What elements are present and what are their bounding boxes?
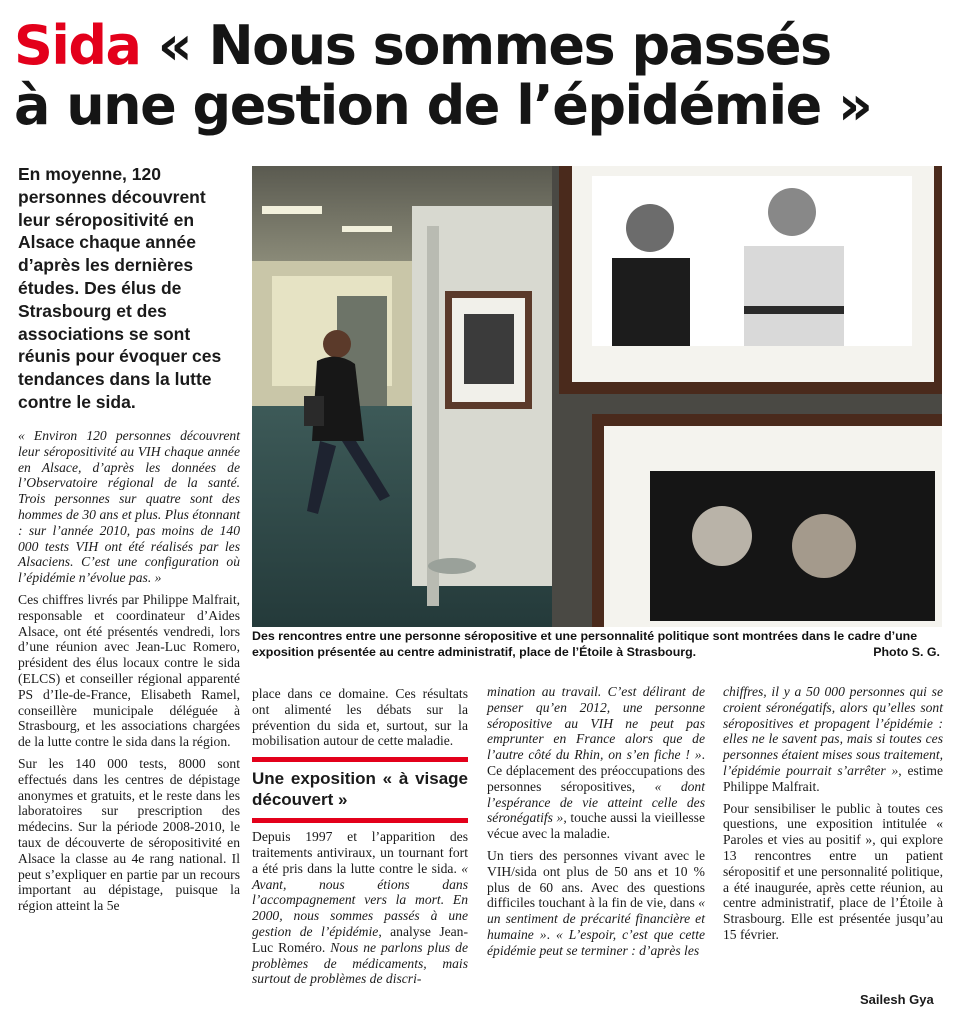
article-column-4: [723, 684, 943, 949]
text-run: , touche aussi la vieillesse vécue avec la maladie.: [487, 810, 705, 842]
quote-run: « dont l’espérance de vie atteint celle des séronégatifs »: [487, 778, 705, 826]
headline-line2: à une gestion de l’épidémie »: [14, 74, 872, 137]
section-subhead: Une exposition « à visage découvert »: [252, 769, 468, 810]
headline: [14, 16, 944, 136]
author-signature: Sailesh Gya: [860, 992, 934, 1007]
section-rule-bottom: [252, 818, 468, 823]
quote-run: « Avant, nous étions dans l’accompagnement vers la mort. En 2000, nous sommes passés à une gestion de l’épidémie: [252, 860, 468, 939]
quote-run: « un sentiment de précarité financière et humaine »: [487, 895, 705, 942]
paragraph: Ces chiffres livrés par Philippe Malfrait, responsable et coordinateur d’Aides Alsace, ont été présentés vendredi, lors d’une réunion avec Jean-Luc Romero, président des élus locaux contre le sida (ELCS) et conseiller régional apparenté PS d’Ile-de-France, Elisabeth Ramel, conseillère municipale déléguée à Strasbourg, et les associations chargées de la lutte contre le sida dans la région.: [18, 591, 240, 750]
text-run: .: [546, 926, 556, 942]
article-column-1: [18, 428, 240, 920]
paragraph: Pour sensibiliser le public à toutes ces questions, une exposition intitulée « Paroles et vies au positif », qui explore 13 rencontres entre un patient séropositif et une personnalité politique, a été inaugurée, après cette réunion, au centre administratif, place de l’Étoile à Strasbourg. Elle est présentée jusqu’au 15 février.: [723, 800, 943, 942]
paragraph: [252, 829, 468, 987]
paragraph: place dans ce domaine. Ces résultats ont alimenté les débats sur la prévention du sida et, surtout, sur la mobilisation autour de cette maladie.: [252, 686, 468, 749]
article-column-3: [487, 684, 705, 965]
headline-line1: « Nous sommes passés: [140, 14, 831, 77]
text-run: Un tiers des personnes vivant avec le VIH/sida ont plus de 50 ans et 10 % plus de 60 ans. Avec des questions difficiles touchant à la fin de vie, dans: [487, 847, 705, 911]
quote-run: « L’espoir, c’est que cette épidémie peut se terminer : d’après les: [487, 926, 706, 958]
quote-paragraph: « Environ 120 personnes découvrent leur séropositivité au VIH chaque année en Alsace, d’après les données de l’Observatoire régional de la santé. Trois personnes sur quatre sont des hommes de 30 ans et plus. Plus étonnant : sur l’année 2010, pas moins de 140 000 tests VIH ont été réalisés par les Alsaciens. C’est une configuration où l’épidémie n’évolue pas. »: [18, 428, 240, 586]
paragraph: Sur les 140 000 tests, 8000 sont effectués dans les centres de dépistage anonymes et gratuits, et le reste dans les laboratoires sur prescription des médecins. Sur la période 2008-2010, le taux de découverte de séropositivité en Alsace la classe au 4e rang national. Il peut s’expliquer en partie par un recours important au dépistage, puisque la région atteint la 5e: [18, 755, 240, 914]
quote-run: chiffres, il y a 50 000 personnes qui se croient séronégatifs, alors qu’elles sont séropositives et propagent l’épidémie : elles ne le savent pas, mais si toutes ces personnes étaient mises sous traitement, l’épidémie pourrait s’arrêter »: [723, 684, 943, 778]
section-rule-top: [252, 757, 468, 762]
article-column-2: [252, 686, 468, 993]
photo-credit: Photo S. G.: [873, 645, 940, 659]
text-run: . Ce déplacement des préoccupations des personnes séropositives,: [487, 747, 705, 794]
caption-text: Des rencontres entre une personne séropositive et une personnalité politique sont montrées dans le cadre d’une exposition présentée au centre administratif, place de l’Étoile à Strasbourg.: [252, 629, 918, 660]
paragraph: [723, 684, 943, 795]
quote-run: mination au travail. C’est délirant de penser qu’en 2012, une personne séropositive au VIH ne peut pas emprunter en France alors que de l’autre côté du Rhin, on s’en fiche ! »: [487, 684, 705, 763]
text-run: , estime Philippe Malfrait.: [723, 762, 943, 794]
paragraph: [487, 684, 705, 842]
text-run: , analyse Jean-Luc Roméro.: [252, 923, 468, 955]
headline-keyword: Sida: [14, 14, 141, 77]
lead-paragraph: En moyenne, 120 personnes découvrent leur séropositivité en Alsace chaque année d’après les dernières études. Des élus de Strasbourg et des associations se sont réunis pour évoquer ces tendances dans la lutte contre le sida.: [18, 164, 222, 412]
quote-run: Nous ne parlons plus de problèmes de médicaments, mais surtout de problèmes de discri-: [252, 939, 468, 987]
paragraph: [487, 848, 705, 959]
exhibition-photo: [252, 166, 942, 627]
text-run: Depuis 1997 et l’apparition des traitements antiviraux, un tournant fort a été pris dans la lutte contre le sida.: [252, 829, 468, 876]
photo-caption: [252, 628, 942, 661]
